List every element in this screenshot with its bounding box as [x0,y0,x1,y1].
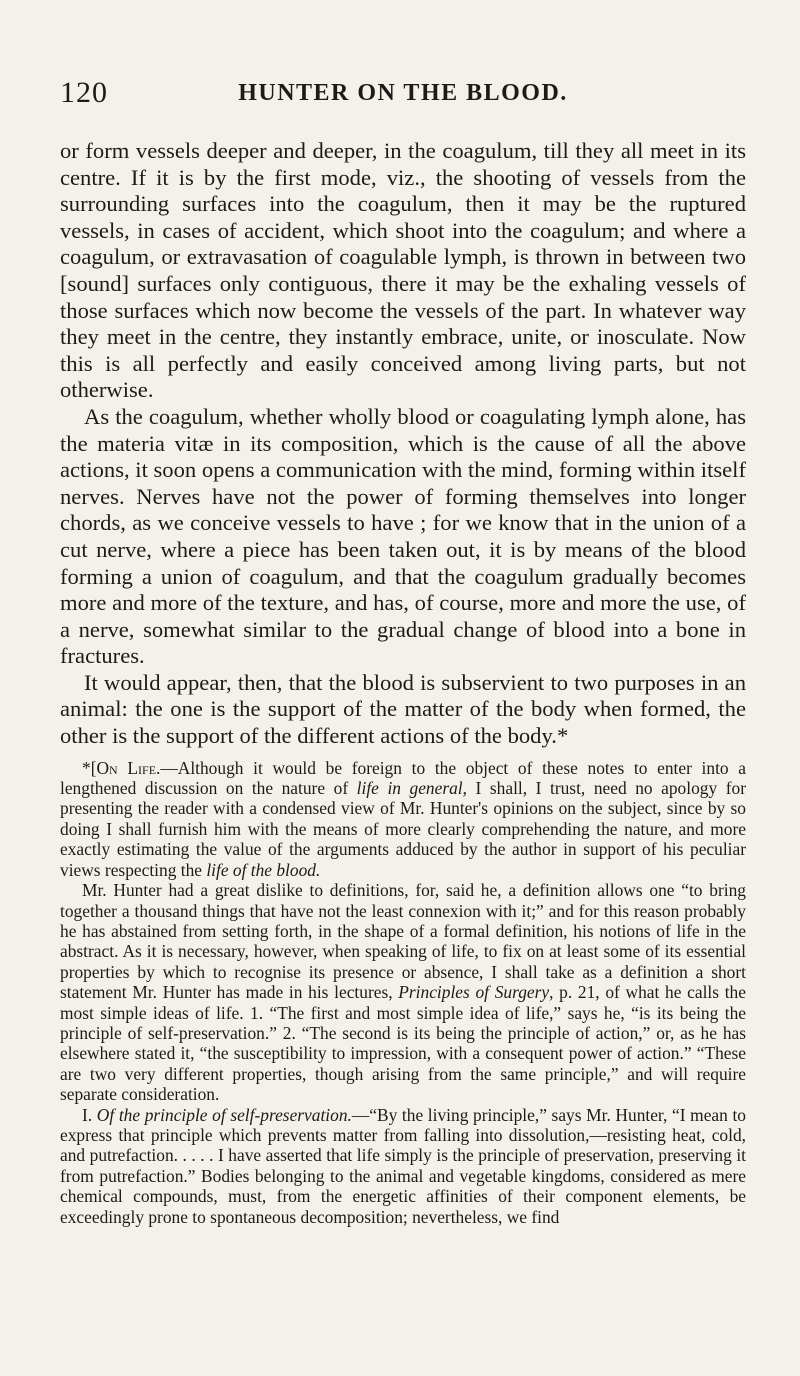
footnote-text: —“By the living principle,” says Mr. Hunter, “I mean to express that principle which prevents matter from falling into dissolution,—resisting heat, cold, and putrefaction. . . . . I have asserted that life simply is the principle of preservation, preserving it from putrefaction.” Bodies belonging to the animal and vegetable kingdoms, considered as mere chemical compounds, must, from the energetic affinities of their component elements, be exceedingly prone to spontaneous decomposition; nevertheless, we find [60,1104,747,1227]
footnote-text: , I shall, I trust, need no apology for presenting the reader with a condensed view of Mr. Hunter's opinions on the subject, since by so doing I shall furnish him with the means of more clearly comprehending the nature, and more exactly estimating the value of the arguments adduced by the author in support of his peculiar views respecting the [60,778,746,880]
footnote-paragraph-1 [60,758,746,880]
footnote-paragraph-3 [60,1105,746,1227]
footnote-heading: On Life. [96,757,161,778]
footnote-number: I. [82,1104,97,1125]
footnote-italic: life in general [356,778,463,799]
footnote-italic: Principles of Surgery [398,982,550,1003]
footnote-text: Mr. Hunter had a great dislike to definitions, for, said he, a definition allows one “to bring together a thousand things that have not the least connexion with it;” and for this reason probably he has abstained from setting forth, in the shape of a formal definition, his notions of life in the abstract. As it is necessary, however, when speaking of life, to fix on at least some of its essential properties by which to recognise its presence or absence, I shall take as a definition a short statement Mr. Hunter has made in his lectures, [60,880,746,1003]
running-head: HUNTER ON THE BLOOD. [238,80,568,106]
footnote [60,758,746,1227]
paragraph-3: It would appear, then, that the blood is subservient to two purposes in an animal: the one is the support of the matter of the body when formed, the other is the support of the different actions of the body.* [60,669,746,749]
footnote-text: —Although it would be foreign to the object of these notes to enter into a lengthened discussion on the nature of [60,757,746,799]
footnote-italic: Of the principle of self-preservation. [96,1104,352,1125]
paragraph-2: As the coagulum, whether wholly blood or coagulating lymph alone, has the materia vitæ in its composition, which is the cause of all the above actions, it soon opens a communication with the mind, forming within itself nerves. Nerves have not the power of forming themselves into longer chords, as we conceive vessels to have ; for we know that in the union of a cut nerve, where a piece has been taken out, it is by means of the blood forming a union of coagulum, and that the coagulum gradually becomes more and more of the texture, and has, of course, more and more the use, of a nerve, somewhat similar to the gradual change of blood into a bone in fractures. [60,403,746,669]
page-header [60,76,746,116]
page-number: 120 [60,76,108,109]
main-text [60,138,746,750]
footnote-italic: life of the blood. [206,859,321,880]
footnote-paragraph-2 [60,880,746,1104]
footnote-mark: *[ [82,757,97,778]
footnote-text: , p. 21, of what he calls the most simple ideas of life. 1. “The first and most simple idea of life,” says he, “is its being the principle of self-preservation.” 2. “The second is its being the principle of action,” or, as he has elsewhere stated it, “the susceptibility to impression, with a consequent power of action.” “These are two very different properties, though arising from the same principle,” and will require separate consideration. [60,982,746,1105]
paragraph-1: or form vessels deeper and deeper, in the coagulum, till they all meet in its centre. If it is by the first mode, viz., the shooting of vessels from the surrounding surfaces into the coagulum, then it may be the ruptured vessels, in cases of accident, which shoot into the coagulum; and where a coagulum, or extravasation of coagulable lymph, is thrown in between two [sound] surfaces only contiguous, there it may be the exhaling vessels of those surfaces which now become the vessels of the part. In whatever way they meet in the centre, they instantly embrace, unite, or inosculate. Now this is all perfectly and easily conceived among living parts, but not otherwise. [60,138,746,403]
